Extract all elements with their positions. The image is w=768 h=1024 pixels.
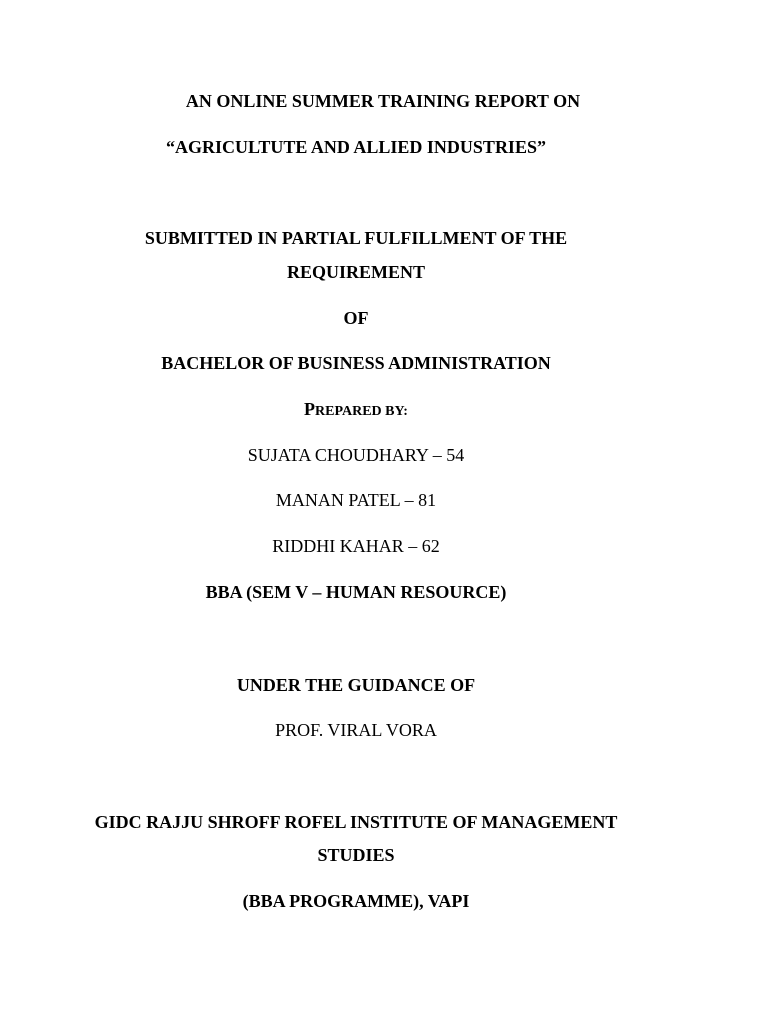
degree-name: BACHELOR OF BUSINESS ADMINISTRATION <box>161 353 551 373</box>
program-name: BBA (SEM V – HUMAN RESOURCE) <box>205 582 507 602</box>
institute-line-3: (BBA PROGRAMME), VAPI <box>242 891 470 911</box>
report-heading: AN ONLINE SUMMER TRAINING REPORT ON <box>185 91 581 111</box>
prepared-by-initial: P <box>304 399 316 419</box>
submission-of: OF <box>343 308 369 328</box>
report-topic: “AGRICULTUTE AND ALLIED INDUSTRIES” <box>166 137 546 157</box>
guide-name: PROF. VIRAL VORA <box>275 720 437 740</box>
submission-line-1: SUBMITTED IN PARTIAL FULFILLMENT OF THE <box>144 228 568 248</box>
student-3: RIDDHI KAHAR – 62 <box>272 536 440 556</box>
institute-line-1: GIDC RAJJU SHROFF ROFEL INSTITUTE OF MANAGEMENT <box>94 812 618 832</box>
prepared-by-label <box>0 398 712 423</box>
submission-line-2: REQUIREMENT <box>286 262 425 282</box>
student-1: SUJATA CHOUDHARY – 54 <box>247 445 465 465</box>
prepared-by-rest: REPARED BY: <box>315 404 408 419</box>
student-2: MANAN PATEL – 81 <box>275 490 437 510</box>
guidance-label: UNDER THE GUIDANCE OF <box>236 675 476 695</box>
institute-line-2: STUDIES <box>317 845 395 865</box>
